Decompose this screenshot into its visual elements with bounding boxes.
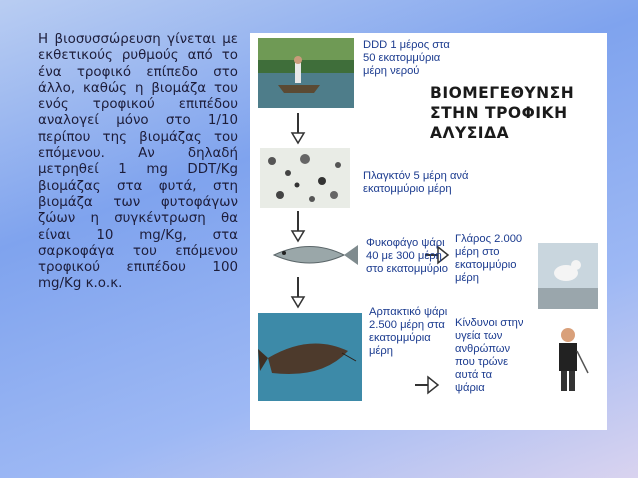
human-label: Κίνδυνοι στην υγεία των ανθρώπων που τρώνε αυτά τα ψάρια bbox=[455, 317, 524, 394]
body-text: Η βιοσυσσώρευση γίνεται με εκθετικούς ρυθμούς από το ένα τροφικό επίπεδο στο άλλο, καθώς η βιομάζα του ενός τροφικού επιπέδου αναλογεί μόνο στο 1/10 περίπου της βιομάζας του επόμενου. Αν δηλαδή μετρηθεί 1 mg DDT/Kg βιομάζας στα φυτά, στη βιομάζα των φυτοφάγων ζώων η συγκέντρωση θα είναι 10 mg/Kg, στα σαρκοφάγα του επόμενου τροφικού επιπέδου 100 mg/Kg κ.ο.κ. bbox=[38, 32, 238, 292]
arrow-down-3 bbox=[292, 277, 304, 307]
plankton-photo bbox=[260, 148, 350, 208]
herbivore-fish bbox=[274, 245, 358, 265]
arrow-down-2 bbox=[292, 211, 304, 241]
plankton-label: Πλαγκτόν 5 μέρη ανά εκατομμύριο μέρη bbox=[363, 170, 469, 195]
arrow-right-2 bbox=[415, 377, 438, 393]
predator-fish-photo bbox=[258, 313, 362, 401]
water-label: DDD 1 μέρος στα 50 εκατομμύρια μέρη νερού bbox=[363, 39, 450, 77]
herbivore-fish-label: Φυκοφάγο ψάρι 40 με 300 μέρη στο εκατομμύριο bbox=[366, 237, 448, 275]
person-figure bbox=[559, 328, 588, 391]
water-photo bbox=[258, 38, 354, 108]
diagram-title: ΒΙΟΜΕΓΕΘΥΝΣΗ ΣΤΗΝ ΤΡΟΦΙΚΗ ΑΛΥΣΙΔΑ bbox=[430, 84, 575, 142]
seagull-photo bbox=[538, 243, 598, 309]
gull-label: Γλάρος 2.000 μέρη στο εκατομμύριο μέρη bbox=[455, 233, 523, 284]
diagram-panel bbox=[250, 33, 607, 430]
predator-fish-label: Αρπακτικό ψάρι 2.500 μέρη στα εκατομμύρια μέρη bbox=[369, 306, 448, 357]
arrow-down-1 bbox=[292, 113, 304, 143]
